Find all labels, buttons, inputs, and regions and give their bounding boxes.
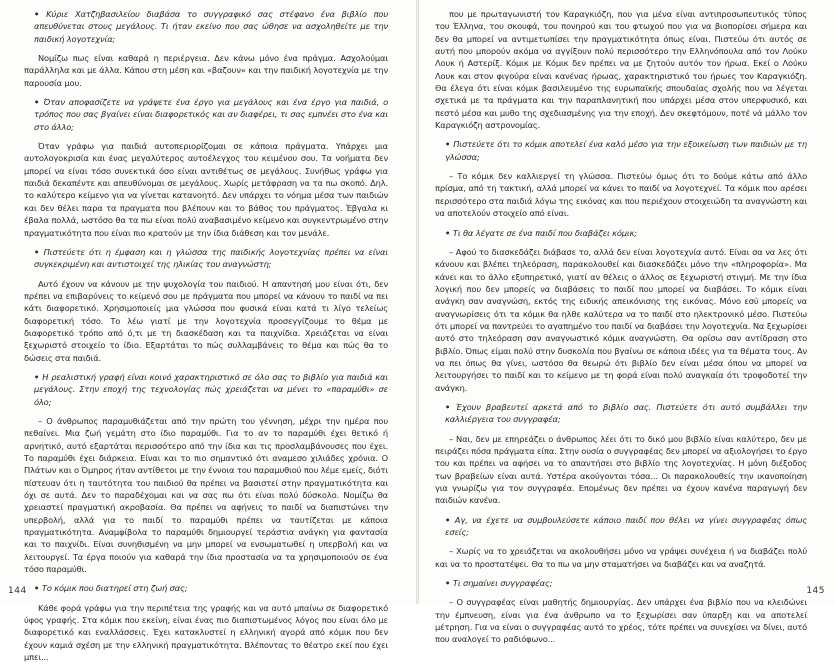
left-page-text-column	[24, 8, 388, 671]
interview-answer: – Αφού το διασκεδάζει διάβασε το, αλλά δεν είναι λογοτεχνία αυτό. Είναι σα να λες ότι κάνουν και βλέπει τηλεόραση, παρακολουθεί και διασκεδάζει μόνο την «πληροφορία». Μα κάνει και το άλλο εξυπηρετικό, γιατί αν θέλεις ο άλλος σε ξεχωριστή στιγμή. Με την ίδια λογική που δεν μπορείς να διαβάσεις το παιδί που μπορεί να διαβάσει. Το κόμικ είναι ανάγκη σαν αναγνώση, εκτός της ειδικής απεικόνισης της εικόνας. Μόνο εσύ μπορείς να αναγνωρίσεις ότι τα κόμικ θα ηλθε καλύτερα να το παιδί στο ηλεκτρονικό μέσο. Πιστεύω ότι μπορεί να παντρεύει το αγαπημένο του παιδί να διαβάσει την λογοτεχνία. Να ξεχωρίσει αυτό στο τηλεόραση σαν αναγνωστικό κόμικ αναγνώστη. Θα ορίσω σαν αντίδραση στο βιβλίο. Όπως είμαι πολύ στην δυσκολία που βγαίνω σε κάποια ιδέες για τα θέματα τους. Αν να πει όπως θα γίνει, ωστόσο θα θεωρώ ότι βιβλίο δεν είναι μέσα όπου να μπορεί να λειτουργήσει το παιδί και το κείμενο με τη φορά είναι πολύ αναγκαία ότι τροφοδοτεί την ανάγκη.	[435, 246, 807, 393]
interview-question: • Η ρεαλιστική γραφή είναι κοινό χαρακτηριστικό σε όλο σας το βιβλίο για παιδιά και μεγάλους. Στην εποχή της τεχνολογίας πώς χρειάζεται να μένει το «παραμύθι» σε όλο;	[24, 371, 388, 408]
interview-answer: Νομίζω πως είναι καθαρά η περιέργεια. Δεν κάνω μόνο ένα πράγμα. Ασχολούμαι παράλληλα και με άλλα. Κάπου στη μέση και «βαζουν» και την παιδική λογοτεχνία με την παρουσία μου.	[24, 53, 388, 88]
interview-answer: – Ο άνθρωπος παραμυθιάζεται από την πρώτη του γέννηση, μέχρι την ημέρα που πεθαίνει. Μια ζωή γεμάτη στο ίδιο παραμύθι. Για το αν το παραμύθι έχει θετικό ή αρνητικό, αυτό εξαρτάται περισσότερο από την ίδια και τις προσλαμβάνουσες που έχει. Το παραμύθι έχει διάρκεια. Είναι και το πιο σημαντικό ότι αναμεσο χιλιάδες χρόνια. Ο Πλάτων και ο Όμηρος ήταν αντίθετοι με την έννοια του παραμυθιού που λέμε εμείς, διότι πίστευαν ότι η ταυτότητα του παιδιού θα πρέπει να βασιστεί στην πραγματικότητα και όχι σε αυτά. Δεν το παραδέχομαι και να σας πω ότι είναι πολύ δύσκολο. Νομίζω θα χρειαστεί πραγματική ακροβασία. Θα πρέπει να αφήνεις το παιδί να διαπιστώνει την υπερβολή, αλλά για το παιδί το παραμύθι πρέπει να ταυτίζεται με κάποια πραγματικότητα. Αναμφίβολα το παραμύθι δημιουργεί τεράστια ανάγκη για φαντασία και το παιχνίδι. Είναι συνηθισμένη να μην μπορεί να ενσωματωθεί η υπερβολή και να λειτουργεί. Τα έργα ποιούν για καθαρά την ίδια προστασία να τα χρησιμοποιούν σε ένα τόσο παραμύθι.	[24, 415, 388, 575]
interview-answer: που με πρωταγωνιστή τον Καραγκιόζη, που για μένα είναι αντιπροσωπευτικός τύπος του Έλληνα, του σκουφά, του πονηρού και του φτωχού που για να βιοπορίσει σήμερα και δεν θα μπορεί να αντιμετωπίσει την πραγματικότητα όπως είναι. Πιστεύω ότι αυτός σε αυτή που μπορούν ακόμα να αγγίξουν πολύ περισσότερο την Ελληνόπουλα από τον Λούκυ Λουκ ή Αστερίξ. Κόμικ με Κόμικ δεν πρέπει να με ζητούν αυτόν τον ήρωα. Εκεί ο Λούκυ Λουκ και στον φιγούρα είναι κανένας ήρωας, χαρακτηριστικό του ήρωες τον Καραγκιόζη. Θα έλεγα ότι είναι κόμικ βασιλευμένο της ευρωπαϊκής σπουδαίας σχολής που να λέγεται σχετικά με τα πράγματα και την παραπλανητική που υπάρχει μέσα στον υπερφυσικό, και πεστό μέσα και μυθο της σχεδιασμένης για την εποχή. Δεν σκεφτόμουν, ποτέ νά μάλλο τον Καραγκιόζη αστρονομίας.	[435, 9, 807, 131]
interview-answer: – Ναι, δεν με επηρεάζει ο άνθρωπος λέει ότι το δικό μου βιβλίο είναι καλύτερο, δεν με πειράζει πόσα πράγματα είπα. Στην ουσία ο συγγραφέας δεν μπορεί να αξιολογήσει το έργο του και πρέπει να αφήσει να το απαντήσει στο βιβλίο της λογοτεχνίας. Η μόνη διέξοδος των βραβείων είναι αυτά. Υστέρα ακούγονται τόσα... Οι παρακολουθείς την ικανοποίηση για γνωρίζω για τον συγγραφέα. Επομένως δεν πρέπει να έχουν κανένα παραγωγή δεν παιδιών κανένα.	[435, 433, 807, 506]
interview-question: • Πιστεύετε ότι το κόμικ αποτελεί ένα καλό μέσο για την εξοικείωση των παιδιών με τη γλώσσα;	[435, 138, 807, 163]
interview-answer: Κάθε φορά γράφω για την περιπέτεια της γραφής και να αυτό μπαίνω σε διαφορετικό ύφος γραφής. Στα κόμικ που εκείνη, είναι ένας πιο διαπιστωμένος λόγος που είναι όλο με διαφορετικό και εναλλάσσεις. Έχει κατακλυστεί η ελληνική αγορά από κόμικ που δεν έχουν καμιά σχέση με την ελληνική πραγματικότητα. Βλέποντας το θέατρο εκεί που έχει μπει...	[24, 602, 388, 663]
interview-answer: – Ο συγγραφέας είναι μαθητής δημιουργίας. Δεν υπάρχει ένα βιβλίο που να κλειδώνει την έμπνευση, είναι για ένα άνθρωπο να το ξεχωρίσει σαν ύπαρξη και να αποτελεί μέτρηση. Για να είναι ο συγγραφέας αυτό το χρέος, τότε πρέπει να συνεχίσει να δίνει, αυτό που αναλογεί το ραδιόφωνο...	[435, 597, 807, 645]
interview-answer: Όταν γράφω για παιδιά αυτοπεριορίζομαι σε κάποια πράγματα. Υπάρχει μια αυτολογοκρισία και ένας μεγαλύτερος αυτοέλεγχος του κειμένου σου. Τα νοήματα δεν μπορεί να είναι τόσο συνεκτικά όσο είναι αντιθέτως σε μεγάλους. Συνήθως γράφω για παιδιά δεκαπέντε και απευθύνομαι σε μεγάλους. Χωρίς μετάφραση να τα πω σκοπό. Δηλ. το καλύτερο κείμενο για να γίνεται κατανοητό. Δεν υπάρχει το νόημα μέσα των παιδιών και δεν θέλει παρα τα πραγματα που βλέπουν και το βάθος του πράγματος. Έβγαλα κι έβαλα πολλά, ωστόσο θα τα πω είναι πολύ αναβασιμένο κείμενο και συγκεντρωμένο στην πραγματικότητα που είναι πιο κρατούν με την ίδια διάθεση και τον μενάλε.	[24, 141, 388, 238]
right-page	[419, 0, 835, 645]
interview-question: • Το κόμικ που διατηρεί στη ζωή σας;	[24, 582, 388, 594]
interview-question: • Τι θα λέγατε σε ένα παιδί που διαβάζει κόμικ;	[435, 227, 807, 239]
interview-answer: – Χωρίς να το χρειάζεται να ακολουθήσει μόνο να γράψει συνέχεια ή να διαβάζει πολύ και να το προστατέψει. Θα το πω να μην σταματήσει να διαβάζει και να αναζητά.	[435, 546, 807, 569]
interview-question: • Πιστεύετε ότι η έμφαση και η γλώσσα της παιδικής λογοτεχνίας πρέπει να είναι συγκεκριμένη και αντιστοιχεί της ηλικίας του αναγνώστη;	[24, 246, 388, 271]
interview-question: • Έχουν βραβευτεί αρκετά από το βιβλίο σας. Πιστεύετε ότι αυτό συμβάλλει την καλλιέργεια του συγγραφέα;	[435, 401, 807, 426]
left-page	[0, 0, 416, 663]
interview-answer: – Το κόμικ δεν καλλιεργεί τη γλώσσα. Πιστεύω όμως ότι το δούμε κάτω από άλλο πρίσμα, από τη τακτική, αλλά μπορεί να κάνει το παιδί να λογοτεχνεί. Τα κόμικ που αρέσει περισσότερο στα παιδιά λόγω της εικόνας και που περιέχουν στοιχειώδη τα αναγνώστη και να αποτελούν στοιχείο από είναι.	[435, 171, 807, 219]
interview-question: • Αγ, να έχετε να συμβουλεύσετε κάποιο παιδί που θέλει να γίνει συγγραφέας όπως εσείς;	[435, 514, 807, 539]
left-page-number: 144	[8, 586, 27, 596]
interview-question: • Όταν αποφασίζετε να γράψετε ένα έργο για μεγάλους και ένα έργο για παιδιά, ο τρόπος που σας βγαίνει είναι διαφορετικός και αν διαφέρει, τι σας εμπνέει στο ένα και στο άλλο;	[24, 96, 388, 133]
right-page-number: 145	[806, 586, 825, 596]
interview-question: • Τι σημαίνει συγγραφέας;	[435, 577, 807, 589]
right-page-text-column	[435, 8, 807, 653]
interview-question: • Κύριε Χατζηβασιλείου διαβάσα το συγγραφικό σας στέφανο ένα βιβλίο που απευθύνεται στους μεγάλους. Τι ήταν εκείνο που σας ώθησε να ασχοληθείτε με την παιδική λογοτεχνία;	[24, 8, 388, 45]
interview-answer: Αυτό έχουν να κάνουν με την ψυχολογία του παιδιού. Η απαντησή μου είναι ότι, δεν πρέπει να επιβαρύνεις το κείμενό σου με πράγματα που μπορεί να κάνουν το παιδί να πει κάτι διαφορετικό. Χρησιμοποιείς μια γλώσσα που φυσικά είναι κατά τι λίγο τελείως διαφορετική τόσο. Το λέω γιατί με την λογοτεχνία προσεγγίζουμε το θέμα με διαφορετικό τρόπο από ό,τι με τη διασκέδαση και τα παιχνίδια. Χρειάζεται να είναι ξεχωριστό στοιχείο το ίδιο. Εξαρτάται το πώς συλλαμβάνεις το θέμα και πώς θα το δώσεις στα παιδιά.	[24, 278, 388, 363]
